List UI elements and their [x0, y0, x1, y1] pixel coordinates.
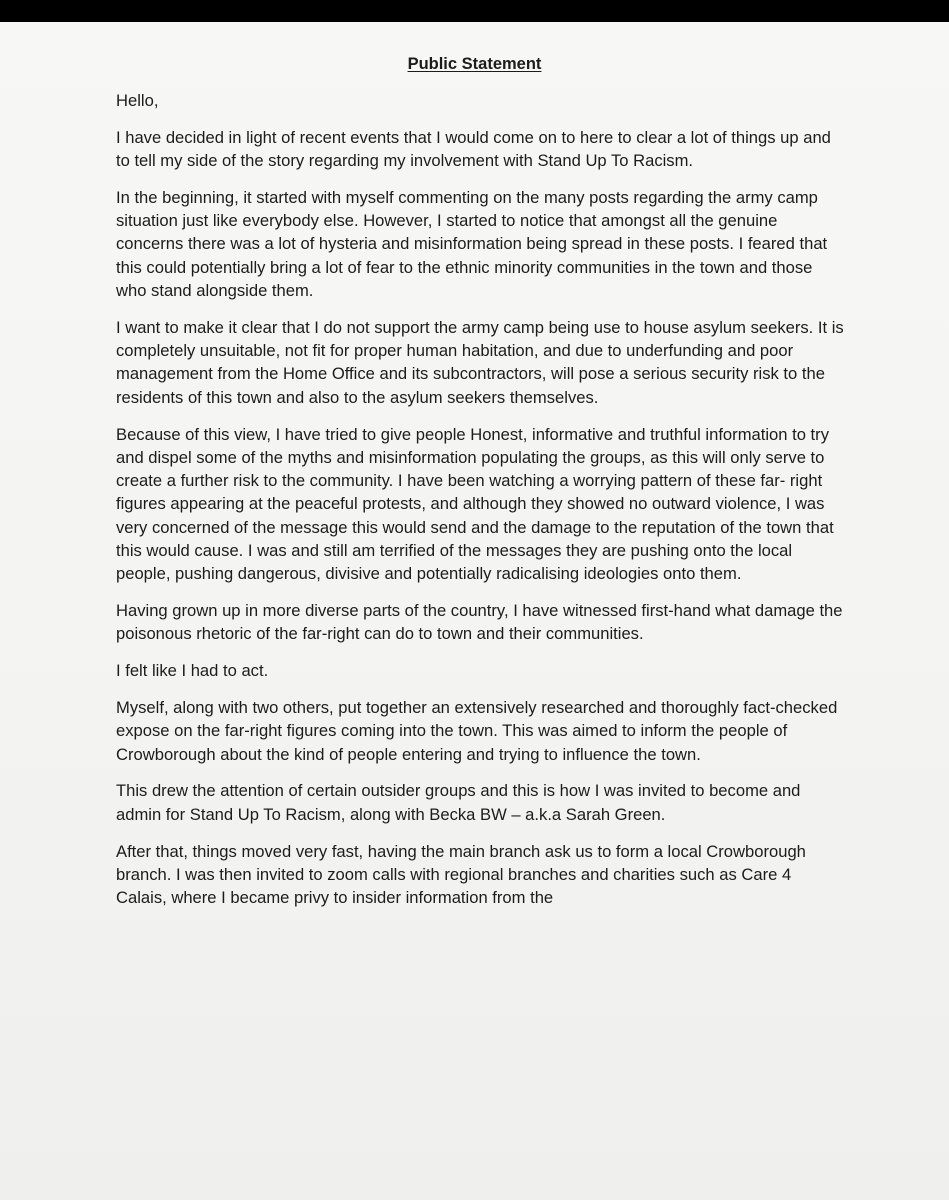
document-page [0, 22, 949, 1200]
paragraph-1: I have decided in light of recent events that I would come on to here to clear a lot of things up and to tell my side of the story regarding my involvement with Stand Up To Racism. [116, 127, 831, 171]
paragraph-8: This drew the attention of certain outsider groups and this is how I was invited to become and admin for Stand Up To Racism, along with Becka BW – a.k.a Sarah Green. [116, 781, 801, 824]
greeting: Hello, [116, 91, 159, 110]
paragraph-3: I want to make it clear that I do not support the army camp being use to house asylum seekers. It is completely unsuitable, not fit for proper human habitation, and due to underfunding and poor management from the Home Office and its subcontractors, will pose a serious security risk to the residents of this town and also to the asylum seekers themselves. [116, 317, 844, 407]
top-black-bar [0, 0, 949, 22]
document-body [116, 89, 846, 923]
document-title: Public Statement [407, 55, 542, 73]
paragraph-4: Because of this view, I have tried to give people Honest, informative and truthful information to try and dispel some of the myths and misinformation populating the groups, as this will only serve to create a further risk to the community. I have been watching a worrying pattern of these far- right figures appearing at the peaceful protests, and although they showed no outward violence, I was very concerned of the message this would send and the damage to the reputation of the town that this would cause. I was and still am terrified of the messages they are pushing onto the local people, pushing dangerous, divisive and potentially radicalising ideologies onto them. [116, 424, 834, 584]
paragraph-6: I felt like I had to act. [116, 661, 269, 681]
paragraph-2: In the beginning, it started with myself commenting on the many posts regarding the army camp situation just like everybody else. However, I started to notice that amongst all the genuine concerns there was a lot of hysteria and misinformation being spread in these posts. I feared that this could potentially bring a lot of fear to the ethnic minority communities in the town and those who stand alongside them. [116, 187, 828, 301]
paragraph-9: After that, things moved very fast, having the main branch ask us to form a local Crowborough branch. I was then invited to zoom calls with regional branches and charities such as Care 4 Calais, where I became privy to insider information from the [116, 841, 806, 908]
paragraph-7: Myself, along with two others, put together an extensively researched and thoroughly fact-checked expose on the far-right figures coming into the town. This was aimed to inform the people of Crowborough about the kind of people entering and trying to influence the town. [116, 698, 838, 764]
paragraph-5: Having grown up in more diverse parts of the country, I have witnessed first-hand what damage the poisonous rhetoric of the far-right can do to town and their communities. [116, 601, 843, 644]
